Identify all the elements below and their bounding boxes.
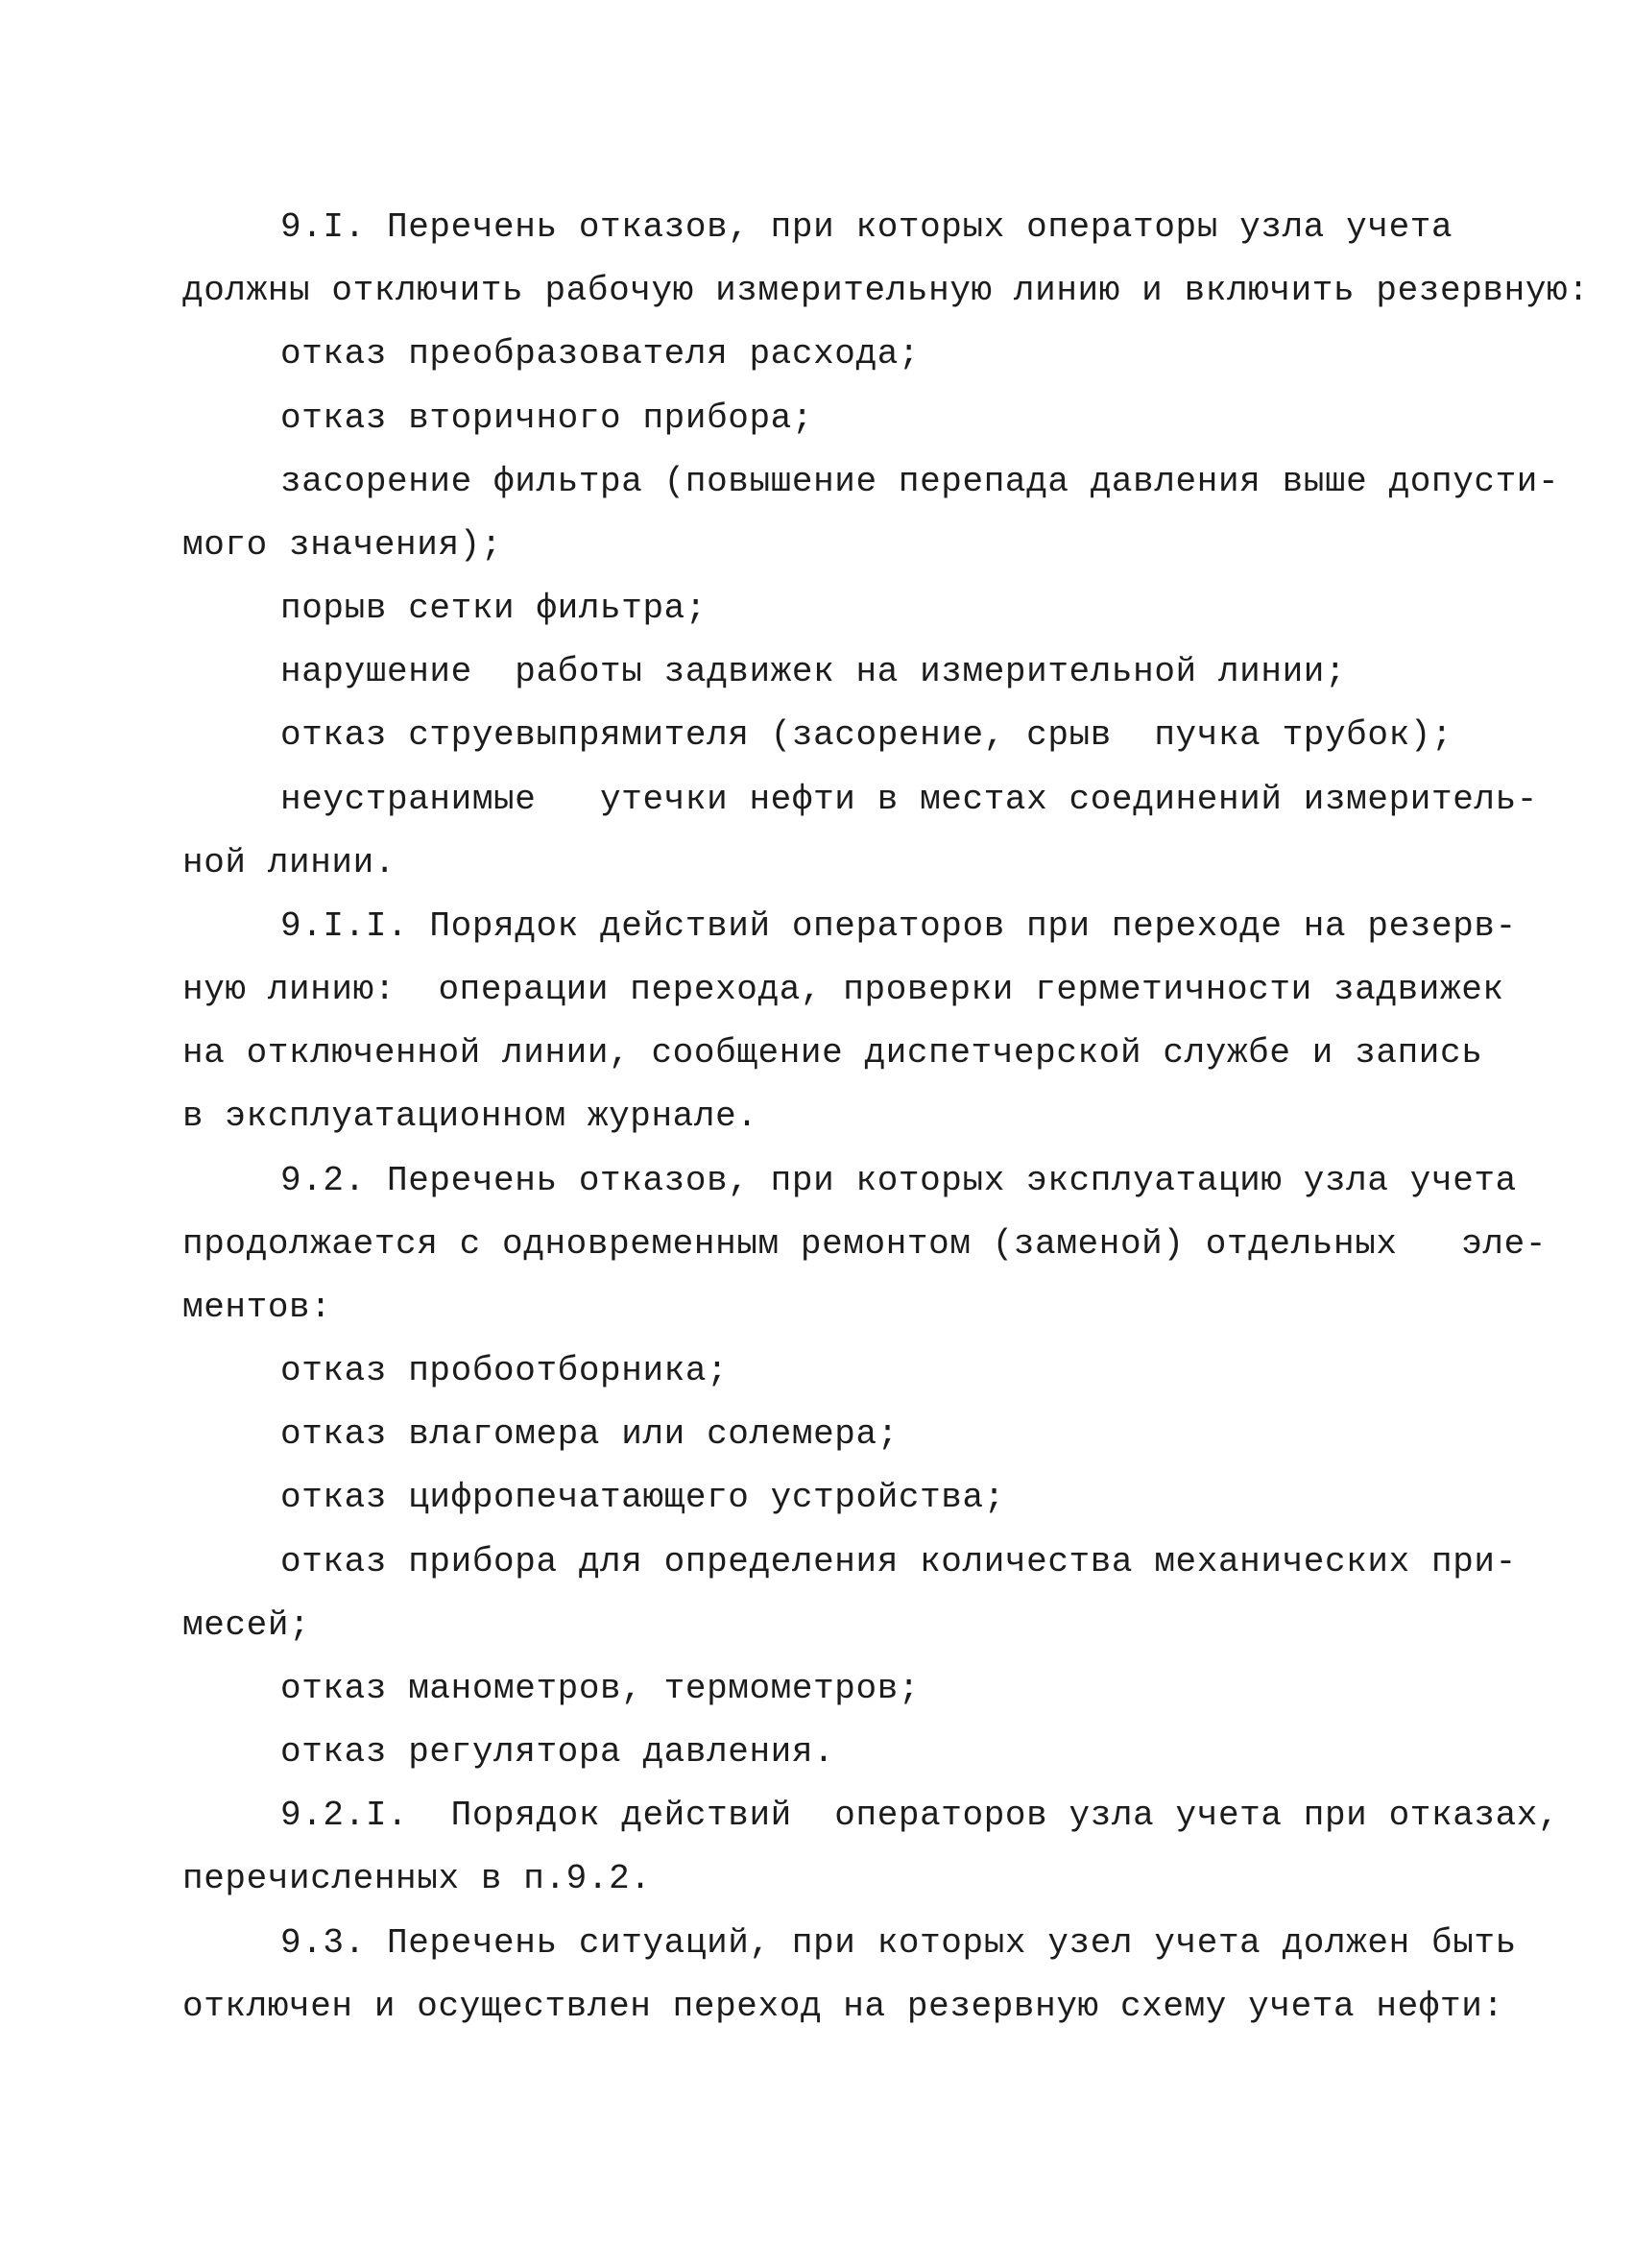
text-line: 9.3. Перечень ситуаций, при которых узел учета должен быть xyxy=(280,1923,1517,1963)
text-line: отключен и осуществлен переход на резервную схему учета нефти: xyxy=(182,1987,1504,2026)
text-line: 9.2. Перечень отказов, при которых эксплуатацию узла учета xyxy=(280,1161,1517,1200)
text-line: засорение фильтра (повышение перепада давления выше допусти- xyxy=(280,462,1560,501)
text-line: ной линии. xyxy=(182,843,396,882)
text-line: отказ манометров, термометров; xyxy=(280,1669,921,1708)
text-line: продолжается с одновременным ремонтом (заменой) отдельных эле- xyxy=(182,1224,1548,1264)
text-line: отказ прибора для определения количества механических при- xyxy=(280,1542,1517,1581)
text-line: отказ пробоотборника; xyxy=(280,1351,729,1390)
text-line: нарушение работы задвижек на измерительной линии; xyxy=(280,652,1347,691)
text-line: отказ цифропечатающего устройства; xyxy=(280,1478,1005,1517)
text-line: перечисленных в п.9.2. xyxy=(182,1859,652,1898)
text-line: месей; xyxy=(182,1605,311,1645)
text-line: порыв сетки фильтра; xyxy=(280,589,708,628)
text-line: неустранимые утечки нефти в местах соединений измеритель- xyxy=(280,780,1539,819)
text-line: 9.I. Перечень отказов, при которых операторы узла учета xyxy=(280,207,1453,247)
text-line: на отключенной линии, сообщение диспетчерской службе и запись xyxy=(182,1033,1483,1073)
text-line: должны отключить рабочую измерительную линию и включить резервную: xyxy=(182,271,1590,310)
text-line: отказ влагомера или солемера; xyxy=(280,1414,899,1454)
text-line: ментов: xyxy=(182,1288,332,1327)
text-line: мого значения); xyxy=(182,525,503,565)
text-line: отказ струевыпрямителя (засорение, срыв пучка трубок); xyxy=(280,715,1453,755)
text-line: 9.2.I. Порядок действий операторов узла учета при отказах, xyxy=(280,1796,1560,1835)
text-line: 9.I.I. Порядок действий операторов при переходе на резерв- xyxy=(280,906,1517,946)
text-line: ную линию: операции перехода, проверки герметичности задвижек xyxy=(182,970,1504,1009)
text-line: отказ вторичного прибора; xyxy=(280,398,814,438)
text-line: отказ регулятора давления. xyxy=(280,1732,835,1772)
text-line: отказ преобразователя расхода; xyxy=(280,334,921,374)
text-line: в эксплуатационном журнале. xyxy=(182,1097,758,1136)
